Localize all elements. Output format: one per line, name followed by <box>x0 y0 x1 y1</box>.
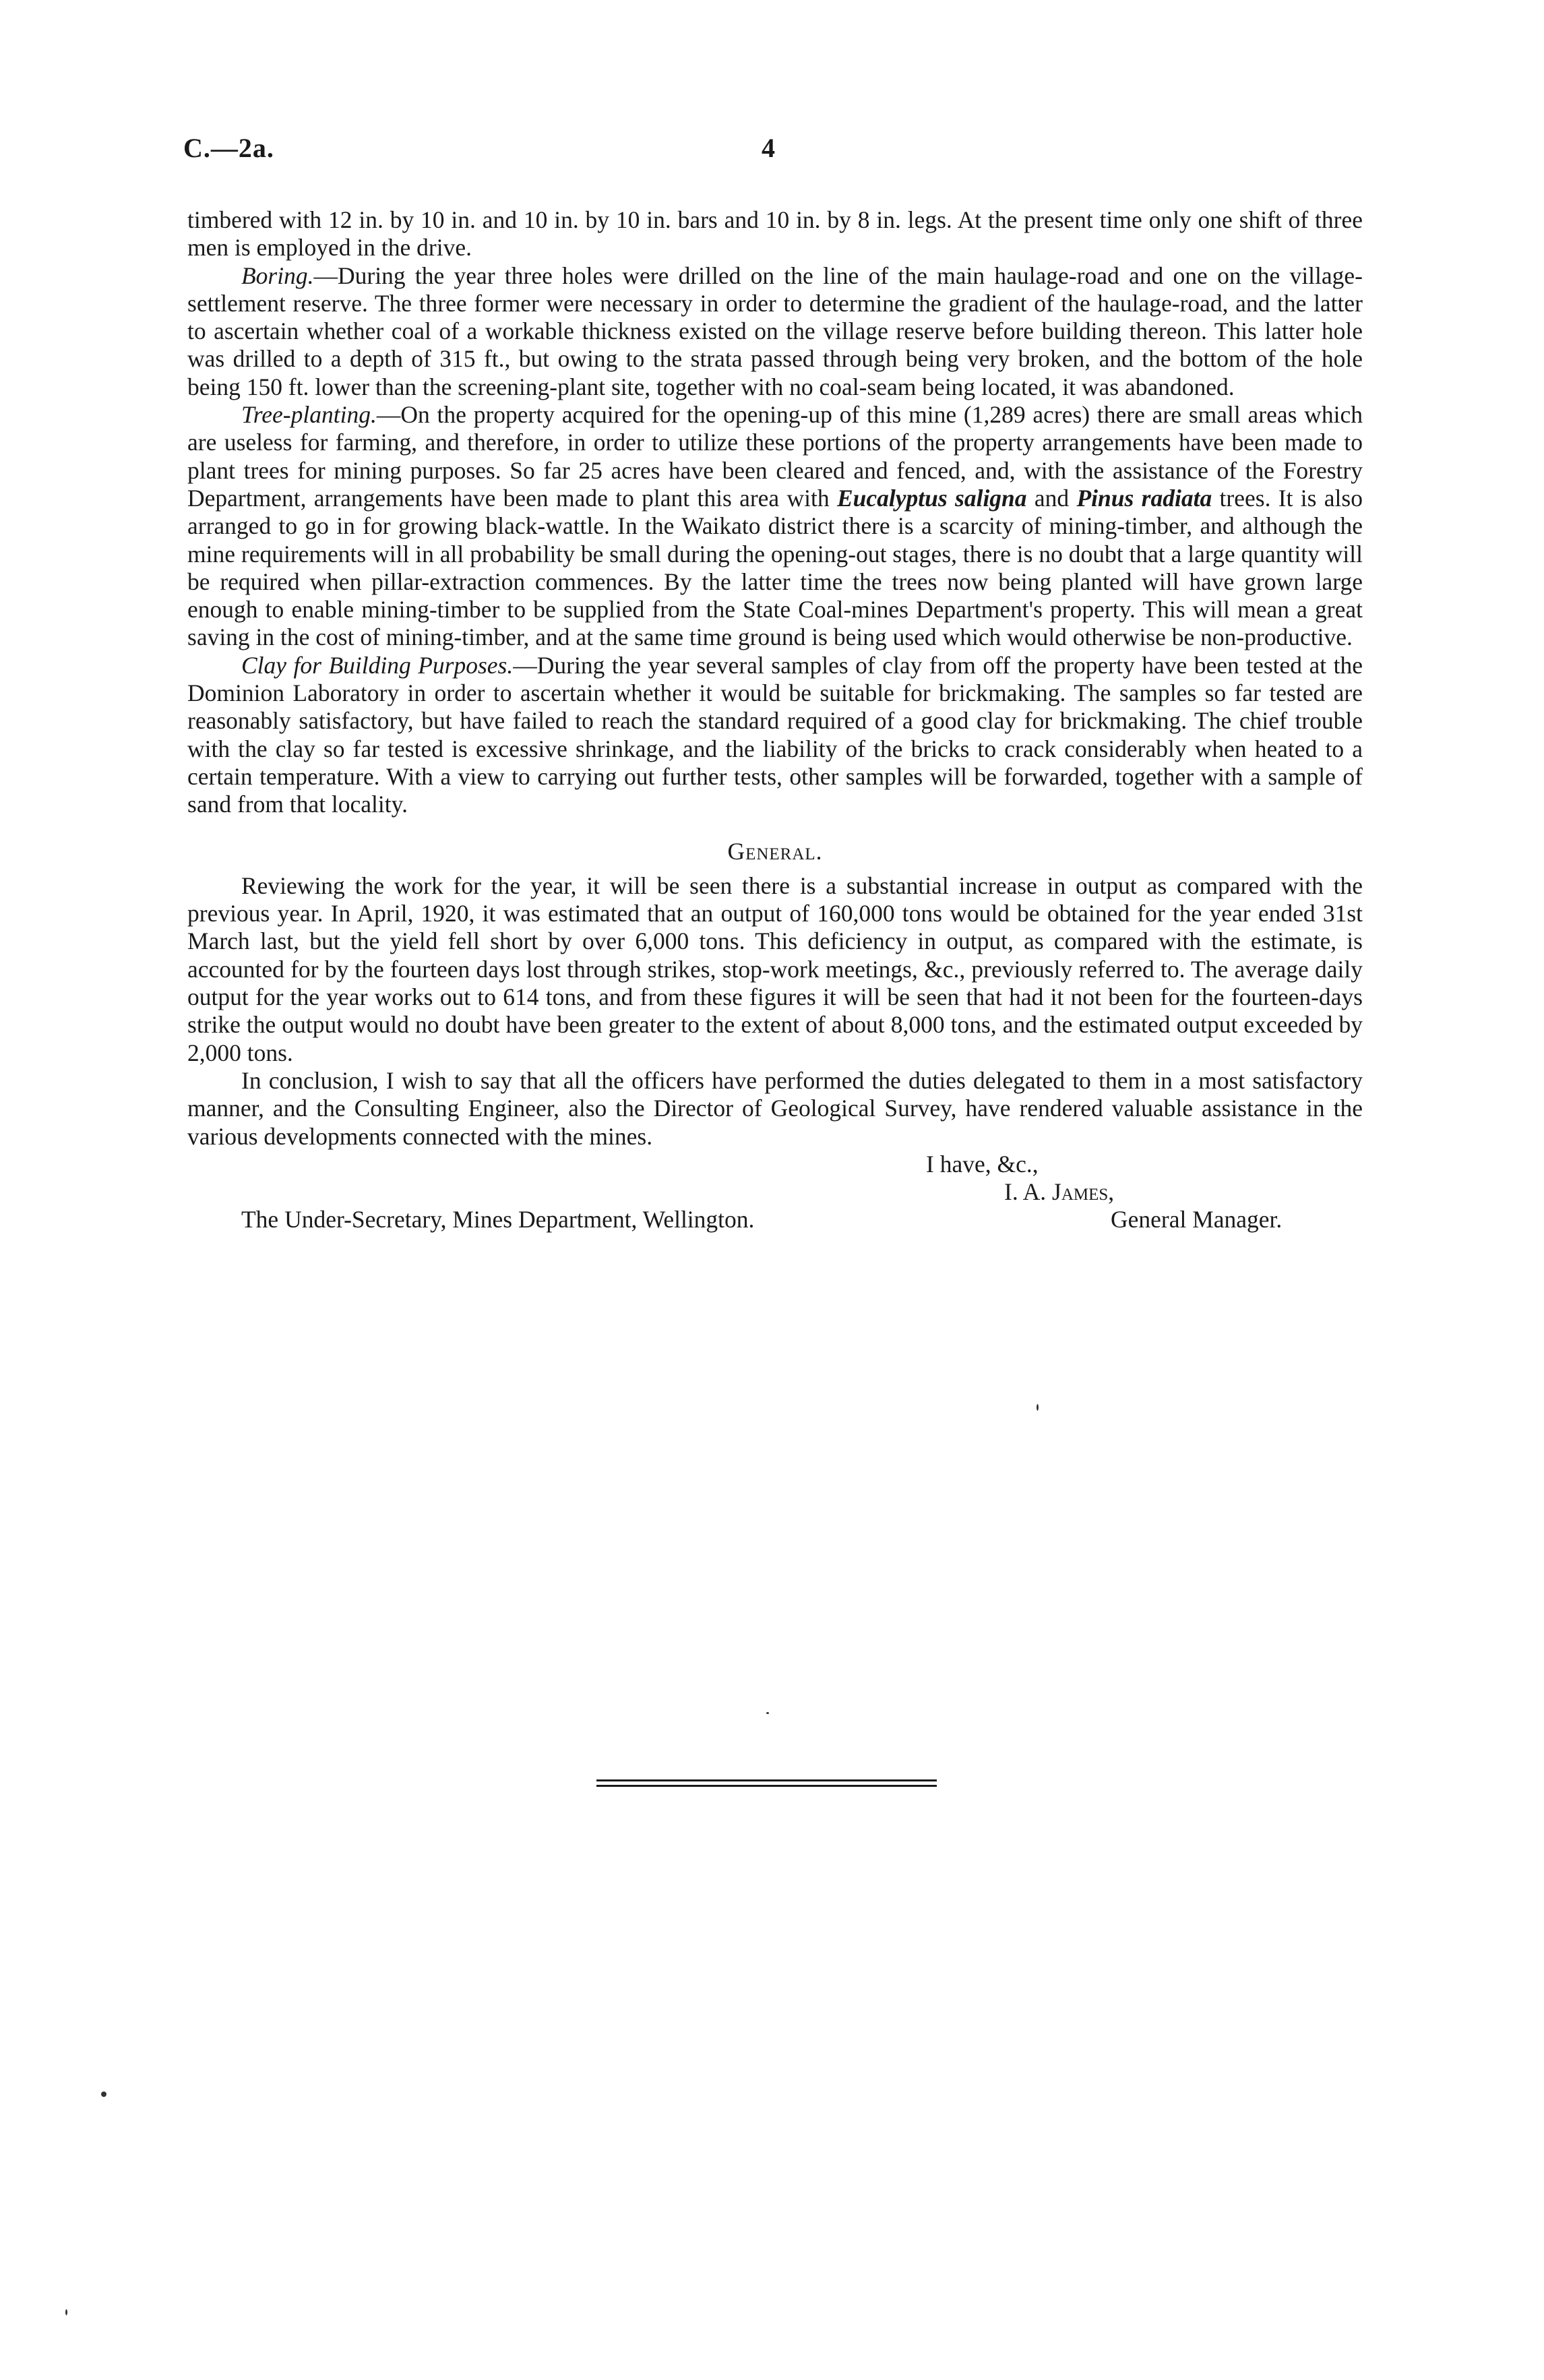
paragraph-text: trees. It is also arranged to go in for growing black-wattle. In the Waikato district there is a scarcity of mining-timber, and although the mine requirements will in all probability be small during the opening-out stages, there is no doubt that a large quantity will be required when pillar-extraction commences. By the latter time the trees now being planted will have grown large enough to enable mining-timber to be supplied from the State Coal-mines Department's property. This will mean a great saving in the cost of mining-timber, and at the same time ground is being used which would otherwise be non-productive. <box>187 484 1363 651</box>
page-number: 4 <box>762 133 775 163</box>
paragraph-review <box>187 872 1363 1067</box>
closing-salutation: I have, &c., <box>926 1150 1039 1178</box>
scan-speck <box>1037 1404 1039 1411</box>
paragraph-text: and <box>1026 484 1077 512</box>
species-name: Eucalyptus saligna <box>836 484 1027 512</box>
scan-speck <box>101 2092 106 2097</box>
run-in-heading-clay: Clay for Building Purposes. <box>241 651 514 679</box>
paragraph-text: —During the year three holes were drilled on the line of the main haulage-road and one on the village-settlement reserve. The three former were necessary in order to determine the gradient of the haulage-road, and the latter to ascertain whether coal of a workable thickness existed on the village reserve before building thereon. This latter hole was drilled to a depth of 315 ft., but owing to the strata passed through being very broken, and the bottom of the hole being 150 ft. lower than the screening-plant site, together with no coal-seam being located, it was abandoned. <box>187 262 1363 400</box>
signatory-name: I. A. James, <box>1004 1178 1115 1205</box>
signatory-title: General Manager. <box>1111 1205 1283 1233</box>
parliamentary-paper-reference: C.—2a. <box>183 133 274 163</box>
addressee: The Under-Secretary, Mines Department, Wellington. <box>241 1205 755 1233</box>
end-rule-lower <box>596 1785 937 1787</box>
letter-closing <box>187 1151 1363 1234</box>
section-heading-general: General. <box>727 837 823 865</box>
paragraph-clay <box>187 652 1363 819</box>
end-rule-upper <box>596 1779 937 1781</box>
paragraph-text: Reviewing the work for the year, it will be seen there is a substantial increase in output as compared with the previous year. In April, 1920, it was estimated that an output of 160,000 tons would be obtained for the year ended 31st March last, but the yield fell short by over 6,000 tons. This deficiency in output, as compared with the estimate, is accounted for by the fourteen days lost through strikes, stop-work meetings, &c., previously referred to. The average daily output for the year works out to 614 tons, and from these figures it will be seen that had it not been for the fourteen-days strike the output would no doubt have been greater to the extent of about 8,000 tons, and the estimated output exceeded by 2,000 tons. <box>187 872 1363 1066</box>
run-in-heading-boring: Boring. <box>241 262 314 289</box>
paragraph-conclusion <box>187 1067 1363 1151</box>
report-body <box>187 206 1363 1234</box>
paragraph-tree-planting <box>187 401 1363 652</box>
run-in-heading-tree-planting: Tree-planting. <box>241 401 377 429</box>
page-header <box>183 132 1363 173</box>
paragraph-timbering <box>187 206 1363 262</box>
scan-speck <box>65 2309 67 2315</box>
paragraph-text: —During the year several samples of clay from off the property have been tested at the Dominion Laboratory in order to ascertain whether it would be suitable for brickmaking. The samples so far tested are reasonably satisfactory, but have failed to reach the standard required of a good clay for brickmaking. The chief trouble with the clay so far tested is excessive shrinkage, and the liability of the bricks to crack considerably when heated to a certain temperature. With a view to carrying out further tests, other samples will be forwarded, together with a sample of sand from that locality. <box>187 651 1363 818</box>
species-name: Pinus radiata <box>1076 484 1212 512</box>
paragraph-text: In conclusion, I wish to say that all the officers have performed the duties delegated to them in a most satisfactory manner, and the Consulting Engineer, also the Director of Geological Survey, have rendered valuable assistance in the various developments connected with the mines. <box>187 1066 1363 1150</box>
scan-speck <box>766 1712 769 1714</box>
paragraph-text: —On the property acquired for the opening-up of this mine (1,289 acres) there are small areas which are useless for farming, and therefore, in order to utilize these portions of the property arrangements have been made to plant trees for mining purposes. So far 25 acres have been cleared and fenced, and, with the assistance of the Forestry Department, arrangements have been made to plant this area with <box>187 401 1363 512</box>
paragraph-text: timbered with 12 in. by 10 in. and 10 in. by 10 in. bars and 10 in. by 8 in. legs. At the present time only one shift of three men is employed in the drive. <box>187 206 1363 262</box>
paragraph-boring <box>187 262 1363 401</box>
